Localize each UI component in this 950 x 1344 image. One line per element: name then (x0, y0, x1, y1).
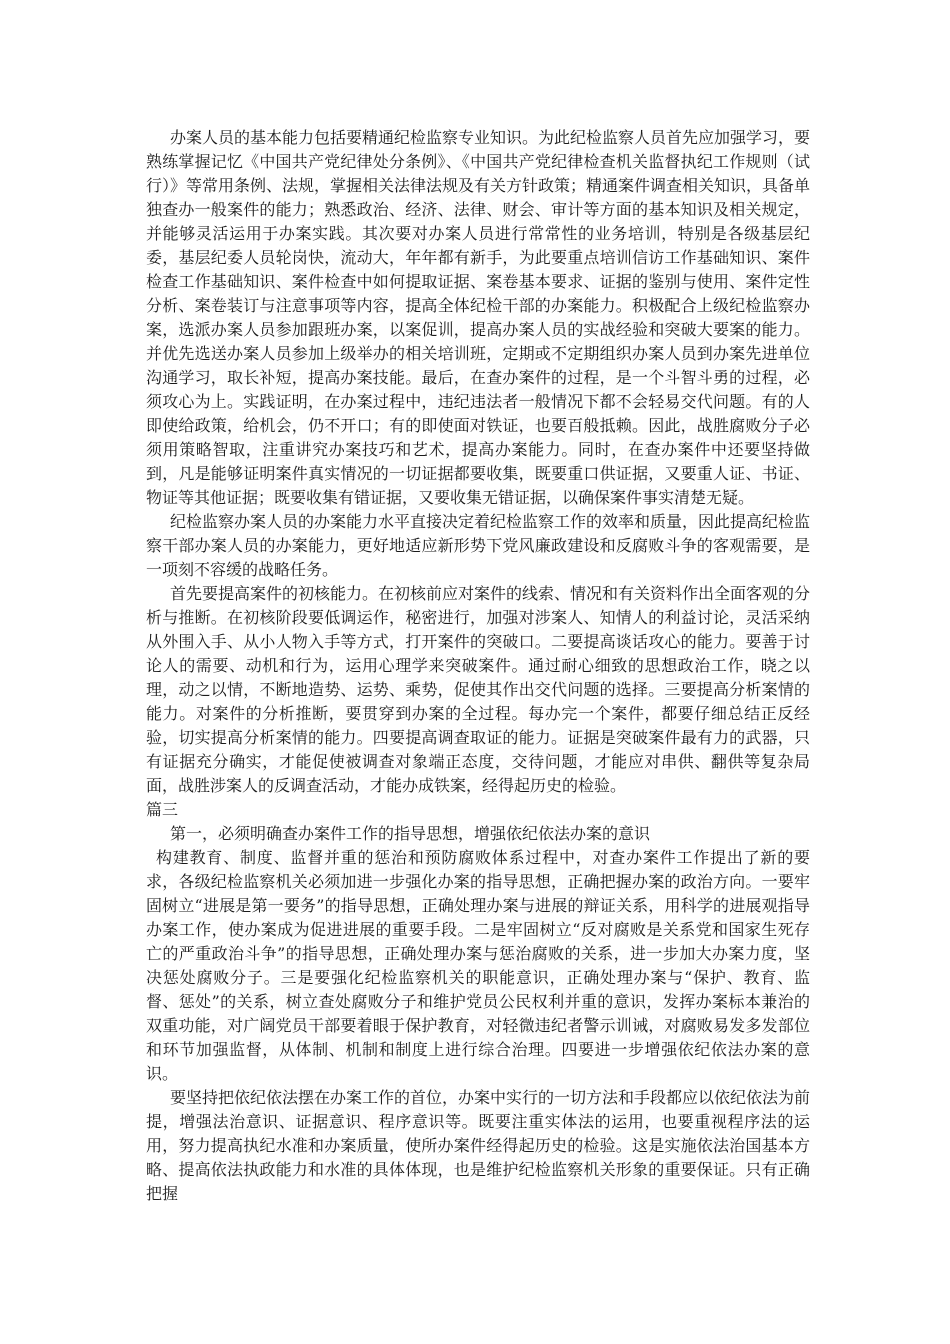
paragraph-1: 办案人员的基本能力包括要精通纪检监察专业知识。为此纪检监察人员首先应加强学习，要熟练掌握记忆《中国共产党纪律处分条例》、《中国共产党纪律检查机关监督执纪工作规则（试行）》等常用条例、法规，掌握相关法律法规及有关方针政策；精通案件调查相关知识，具备单独查办一般案件的能力；熟悉政治、经济、法律、财会、审计等方面的基本知识及相关规定，并能够灵活运用于办案实践。其次要对办案人员进行常常性的业务培训，特别是各级基层纪委，基层纪委人员轮岗快，流动大，年年都有新手，为此要重点培训信访工作基础知识、案件检查工作基础知识、案件检查中如何提取证据、案卷基本要求、证据的鉴别与使用、案件定性分析、案卷装订与注意事项等内容，提高全体纪检干部的办案能力。积极配合上级纪检监察办案，选派办案人员参加跟班办案，以案促训，提高办案人员的实战经验和突破大要案的能力。并优先选送办案人员参加上级举办的相关培训班，定期或不定期组织办案人员到办案先进单位沟通学习，取长补短，提高办案技能。最后，在查办案件的过程，是一个斗智斗勇的过程，必须攻心为上。实践证明，在办案过程中，违纪违法者一般情况下都不会轻易交代问题。有的人即使给政策，给机会，仍不开口；有的即使面对铁证，也要百般抵赖。因此，战胜腐败分子必须用策略智取，注重讲究办案技巧和艺术，提高办案能力。同时，在查办案件中还要坚持做到，凡是能够证明案件真实情况的一切证据都要收集，既要重口供证据，又要重人证、书证、物证等其他证据；既要收集有错证据，又要收集无错证据，以确保案件事实清楚无疑。 (146, 128, 811, 507)
section-subheading: 第一，必须明确查办案件工作的指导思想，增强依纪依法办案的意识 (170, 824, 651, 843)
paragraph-4: 构建教育、制度、监督并重的惩治和预防腐败体系过程中，对查办案件工作提出了新的要求，各级纪检监察机关必须加进一步强化办案的指导思想，正确把握办案的政治方向。一要牢固树立“进展是第一要务”的指导思想，正确处理办案与进展的辩证关系，用科学的进展观指导办案工作，使办案成为促进进展的重要手段。二是牢固树立“反对腐败是关系党和国家生死存亡的严重政治斗争”的指导思想，正确处理办案与惩治腐败的关系，进一步加大办案力度，坚决惩处腐败分子。三是要强化纪检监察机关的职能意识，正确处理办案与“保护、教育、监督、惩处”的关系，树立查处腐败分子和维护党员公民权利并重的意识，发挥办案标本兼治的双重功能，对广阔党员干部要着眼于保护教育，对轻微违纪者警示训诫，对腐败易发多发部位和环节加强监督，从体制、机制和制度上进行综合治理。四要进一步增强依纪依法办案的意识。 (146, 848, 810, 1083)
document-body (146, 126, 810, 1206)
section-heading: 篇三 (146, 800, 179, 819)
paragraph-2: 纪检监察办案人员的办案能力水平直接决定着纪检监察工作的效率和质量，因此提高纪检监察干部办案人员的办案能力，更好地适应新形势下党风廉政建设和反腐败斗争的客观需要，是一项刻不容缓的战略任务。 (146, 512, 811, 579)
paragraph-5: 要坚持把依纪依法摆在办案工作的首位，办案中实行的一切方法和手段都应以依纪依法为前提，增强法治意识、证据意识、程序意识等。既要注重实体法的运用，也要重视程序法的运用，努力提高执纪水准和办案质量，使所办案件经得起历史的检验。这是实施依法治国基本方略、提高依法执政能力和水准的具体体现，也是维护纪检监察机关形象的重要保证。只有正确把握 (146, 1088, 811, 1203)
paragraph-3: 首先要提高案件的初核能力。在初核前应对案件的线索、情况和有关资料作出全面客观的分析与推断。在初核阶段要低调运作，秘密进行，加强对涉案人、知情人的利益讨论，灵活采纳从外围入手、从小人物入手等方式，打开案件的突破口。二要提高谈话攻心的能力。要善于讨论人的需要、动机和行为，运用心理学来突破案件。通过耐心细致的思想政治工作，晓之以理，动之以情，不断地造势、运势、乘势，促使其作出交代问题的选择。三要提高分析案情的能力。对案件的分析推断，要贯穿到办案的全过程。每办完一个案件，都要仔细总结正反经验，切实提高分析案情的能力。四要提高调查取证的能力。证据是突破案件最有力的武器，只有证据充分确实，才能促使被调查对象端正态度，交待问题，才能应对串供、翻供等复杂局面，战胜涉案人的反调查活动，才能办成铁案，经得起历史的检验。 (146, 584, 811, 795)
